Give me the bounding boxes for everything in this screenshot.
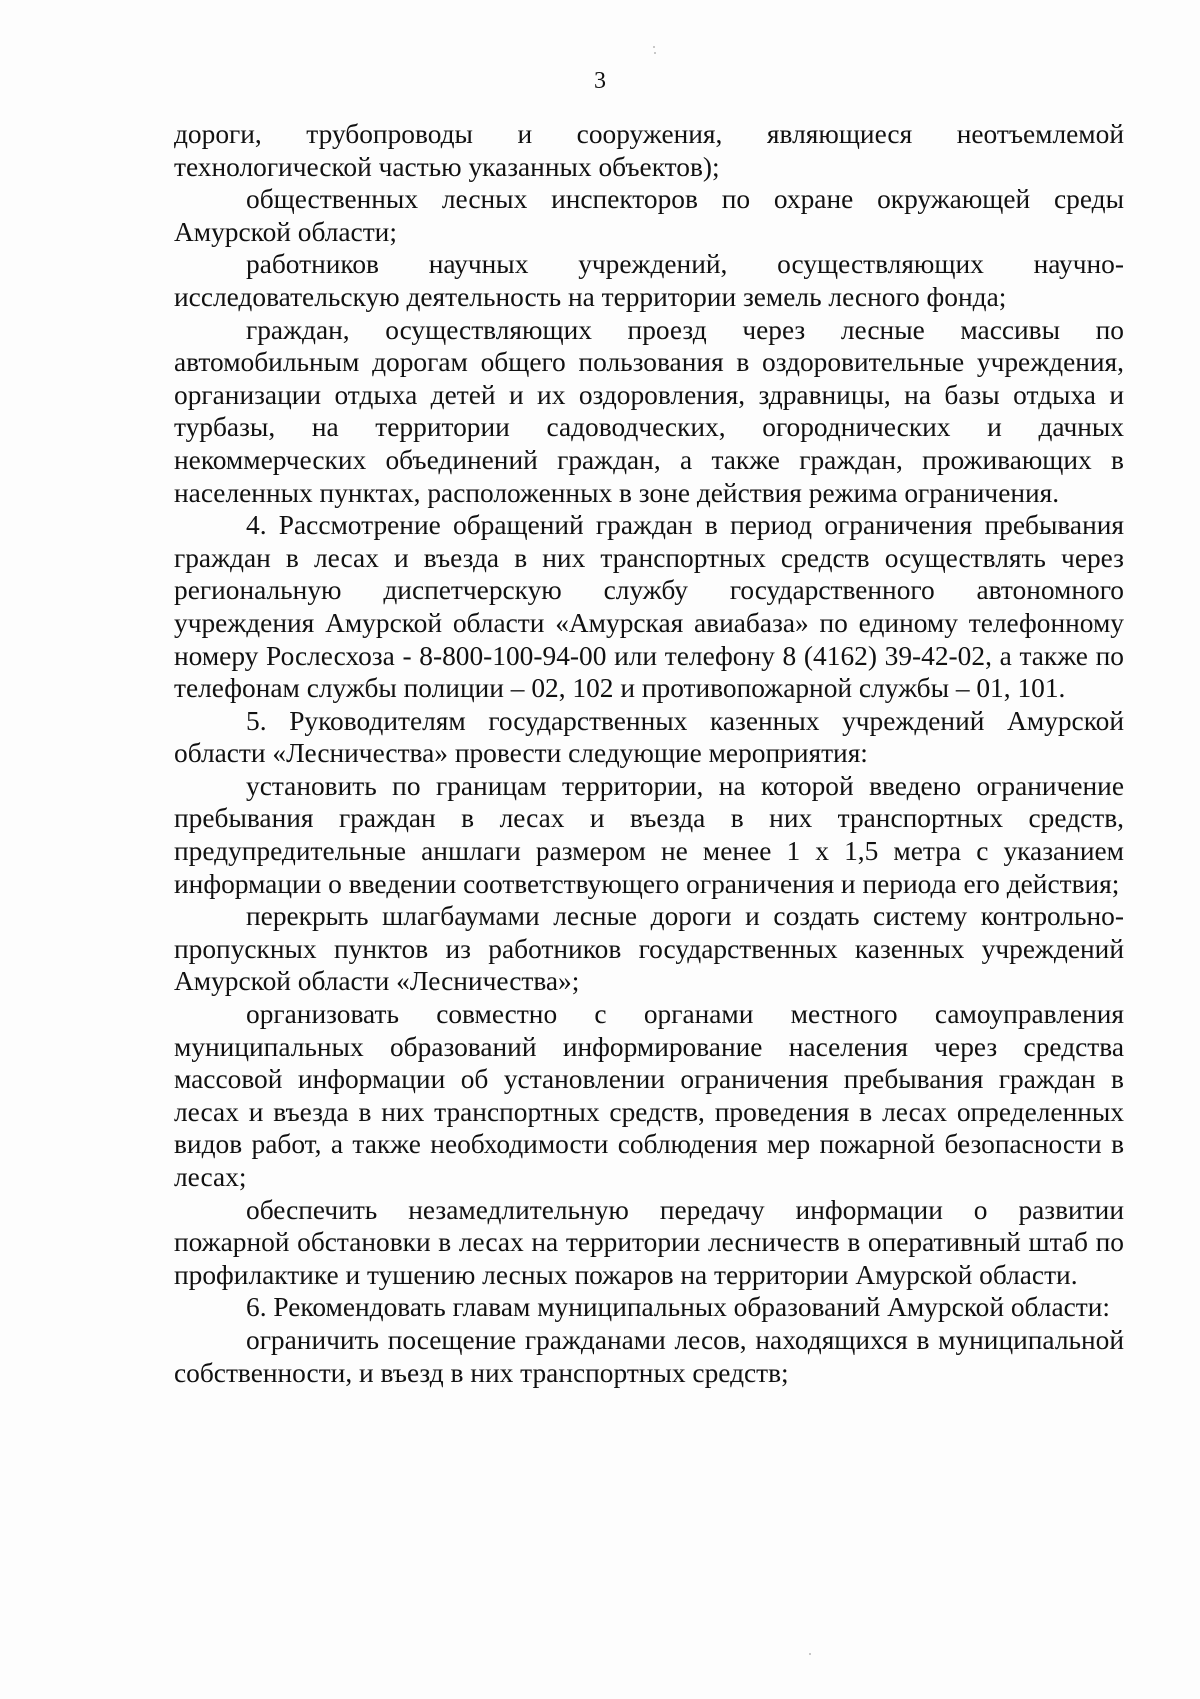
- paragraph-item-6: 6. Рекомендовать главам муниципальных образований Амурской области:: [246, 1292, 1111, 1323]
- paragraph: установить по границам территории, на которой введено ограничение пребывания граждан в лесах и въезда в них транспортных средств, предупредительные аншлаги размером не менее 1 х 1,5 метра с указанием информации о введении соответствующего ограничения и периода его действия;: [174, 770, 1124, 899]
- scan-speck: [809, 1653, 811, 1655]
- paragraph: ограничить посещение гражданами лесов, находящихся в муниципальной собственности, и въезд в них транспортных средств;: [174, 1324, 1124, 1388]
- paragraph: граждан, осуществляющих проезд через лесные массивы по автомобильным дорогам общего пользования в оздоровительные учреждения, организации отдыха детей и их оздоровления, здравницы, на базы отдыха и турбазы, на территории садоводческих, огороднических и дачных некоммерческих объединений граждан, а также граждан, проживающих в населенных пунктах, расположенных в зоне действия режима ограничения.: [174, 314, 1124, 508]
- paragraph: обеспечить незамедлительную передачу информации о развитии пожарной обстановки в лесах на территории лесничеств в оперативный штаб по профилактике и тушению лесных пожаров на территории Амурской области.: [174, 1194, 1124, 1290]
- paragraph: перекрыть шлагбаумами лесные дороги и создать систему контрольно-пропускных пунктов из работников государственных казенных учреждений Амурской области «Лесничества»;: [174, 901, 1124, 997]
- paragraph-item-4: 4. Рассмотрение обращений граждан в период ограничения пребывания граждан в лесах и въезда в них транспортных средств осуществлять через региональную диспетчерскую службу государственного автономного учреждения Амурской области «Амурская авиабаза» по единому телефонному номеру Рослесхоза - 8-800-100-94-00 или телефону 8 (4162) 39-42-02, а также по телефонам службы полиции – 02, 102 и противопожарной службы – 01, 101.: [174, 510, 1124, 704]
- document-body: [174, 118, 1124, 1389]
- paragraph: организовать совместно с органами местного самоуправления муниципальных образований информирование населения через средства массовой информации об установлении ограничения пребывания граждан в лесах и въезда в них транспортных средств, проведения в лесах определенных видов работ, а также необходимости соблюдения мер пожарной безопасности в лесах;: [174, 999, 1124, 1192]
- paragraph-continued: дороги, трубопроводы и сооружения, являющиеся неотъемлемой технологической частью указанных объектов);: [174, 119, 1124, 182]
- paragraph: работников научных учреждений, осуществляющих научно-исследовательскую деятельность на территории земель лесного фонда;: [174, 249, 1124, 312]
- paragraph: общественных лесных инспекторов по охране окружающей среды Амурской области;: [174, 184, 1124, 247]
- paragraph-item-5: 5. Руководителям государственных казенных учреждений Амурской области «Лесничества» провести следующие мероприятия:: [174, 705, 1124, 769]
- scan-speck: [654, 52, 656, 54]
- scan-speck: [653, 46, 655, 48]
- page-number: 3: [594, 68, 606, 94]
